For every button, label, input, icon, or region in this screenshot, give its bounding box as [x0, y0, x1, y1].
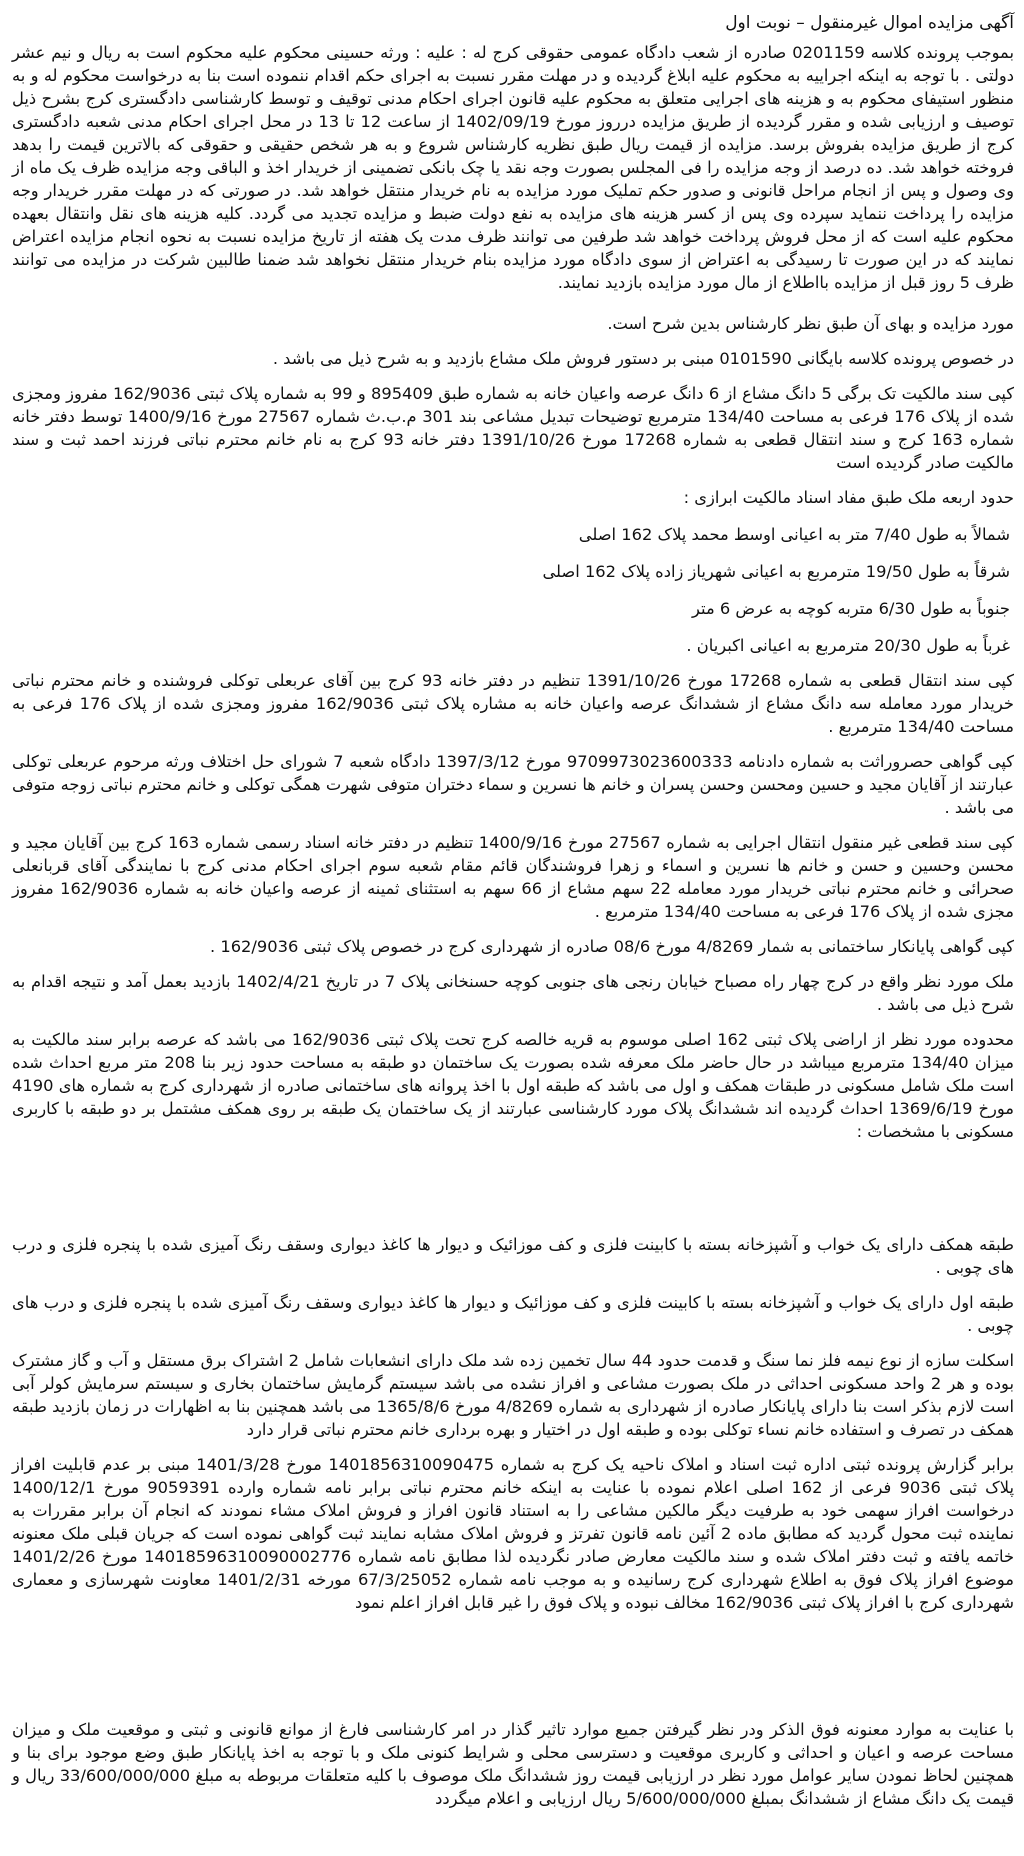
site-visit-paragraph: ملک مورد نظر واقع در کرج چهار راه مصباح خیابان رنجی های جنوبی کوچه حسنخانی پلاک 7 در تاریخ 1402/4/21 بازدید بعمل آمد و نتیجه اقدام به شرح ذیل می باشد . [12, 972, 1014, 1014]
ground-floor-paragraph: طبقه همکف دارای یک خواب و آشپزخانه بسته با کابینت فلزی و کف موزائیک و دیوار ها کاغذ دیواری وسقف رنگ آمیزی شده با پنجره فلزی و درب های چوبی . [12, 1235, 1014, 1277]
boundary-east: شرقاً به طول 19/50 مترمربع به اعیانی شهریاز زاده پلاک 162 اصلی [542, 562, 1010, 581]
boundary-west: غرباً به طول 20/30 مترمربع به اعیانی اکبریان . [686, 636, 1010, 655]
structure-paragraph: اسکلت سازه از نوع نیمه فلز نما سنگ و قدمت حدود 44 سال تخمین زده شد ملک دارای انشعابات شامل 2 اشتراک برق مستقل و آب و گاز مشترک بوده و هر 2 واحد مسکونی احداثی در ملک بصورت مشاعی و افراز نشده می باشد سیستم گرمایش ساختمان بخاری و سیستم سرمایش کولر آبی است لازم بذکر است بنا دارای پایانکار صادره از شهرداری به شماره 4/8269 مورخ 1365/8/6 می باشد همچنین بنا به اظهارات در زمان بازدید طبقه همکف در تصرف و استفاده خانم نساء توکلی بوده و طبقه اول در اختیار و بهره برداری خانم محترم نباتی قرار دارد [12, 1351, 1015, 1439]
boundary-south: جنوباً به طول 6/30 متربه کوچه به عرض 6 متر [692, 599, 1010, 618]
inheritance-certificate-paragraph: کپی گواهی حصروراثت به شماره دادنامه 9709973023600333 مورخ 1397/3/12 دادگاه شعبه 7 شورای حل اختلاف ورثه مرحوم عربعلی توکلی عبارتند از آقایان مجید و حسین ومحسن وحسن پسران و خانم ها نسرین و سماء دختران متوفی شهرت همگی توکلی و خانم محترم نباتی زوجه متوفی می باشد . [12, 752, 1015, 817]
boundaries-heading: حدود اربعه ملک طبق مفاد اسناد مالکیت ابرازی : [683, 488, 1014, 507]
executive-transfer-paragraph: کپی سند قطعی غیر منقول انتقال اجرایی به شماره 27567 مورخ 1400/9/16 تنظیم در دفتر خانه اسناد رسمی شماره 163 کرج بین آقایان مجید و محسن وحسین و حسن و خانم ها نسرین و اسماء و زهرا فروشندگان قائم مقام شعبه سوم اجرای احکام مدنی کرج با نمایندگی آقای قربانعلی صحرائی و خانم محترم نباتی خریدار مورد معامله 22 سهم مشاع از 66 سهم به استثنای ثمینه از عرصه واعیان خانه به شماره 162/9036 مفروز مجزی شده از پلاک 176 فرعی به مساحت 134/40 مترمربع . [12, 833, 1015, 921]
notice-intro-paragraph: بموجب پرونده کلاسه 0201159 صادره از شعب دادگاه عمومی حقوقی کرج له : علیه : ورثه حسینی محکوم علیه محکوم است به ریال و نیم عشر دولتی . با توجه به اینکه اجراییه به محکوم علیه ابلاغ گردیده و در مهلت مقرر نسبت به اجرای حکم اقدام ننموده است بنا به درخواست محکوم له و به منظور استیفای محکوم به و هزینه های اجرایی متعلق به محکوم علیه قانون اجرای احکام مدنی توقیف و توسط کارشناسی دادگستری کرج بشرح ذیل توصیف و ارزیابی شده و مقرر گردیده از طریق مزایده درروز مورخ 1402/09/19 از ساعت 12 تا 13 در محل اجرای احکام مدنی شعبه دادگستری کرج از طریق مزایده بفروش برسد. مزایده از قیمت ریال طبق نظریه کارشناس شروع و به هر شخص حقیقی و حقوقی که بالاترین قیمت را بدهد فروخته خواهد شد. ده درصد از وجه مزایده را فی المجلس بصورت وجه نقد یا چک بانکی تضمینی از خریدار اخذ و الباقی وجه مزایده ظرف یک ماه از وی وصول و پس از انجام مراحل قانونی و صدور حکم تملیک مورد مزایده به نام خریدار منتقل خواهد شد. در صورتی که در مهلت مقرر خریدار وجه مزایده را پرداخت ننماید سپرده وی پس از کسر هزینه های مزایده به نفع دولت ضبط و مزایده تجدید می گردد. کلیه هزینه های نقل وانتقال بعهده محکوم علیه است که از محل فروش پرداخت خواهد شد طرفین می توانند ظرف مدت یک هفته از تاریخ مزایده نسبت به نحوه انجام مزایده اعتراض نمایند که در این صورت تا رسیدگی به اعتراض از سوی دادگاه مورد مزایده بنام خریدار منتقل نخواهد شد ضمنا طالبین شرکت در مزایده می توانند ظرف 5 روز قبل از مزایده بااطلاع از مال مورد مزایده بازدید نمایند. [12, 43, 1015, 292]
valuation-paragraph: با عنایت به موارد معنونه فوق الذکر ودر نظر گیرفتن جمیع موارد تاثیر گذار در امر کارشناسی فارغ از موانع قانونی و ثبتی و موقعیت ملک و میزان مساحت عرصه و اعیان و احداثی و کاربری موقعیت و دسترسی محلی و شرایط کنونی ملک و با توجه به اخذ پایانکار طبق وضع موجود برای بنا و همچنین لحاظ نمودن سایر عوامل مورد نظر در ارزیابی قیمت روز ششدانگ ملک موصوف با کلیه متعلقات مربوطه به مبلغ 33/600/000/000 ریال و قیمت یک دانگ مشاع از ششدانگ بمبلغ 5/600/000/000 ریال ارزیابی و اعلام میگردد [12, 1720, 1014, 1808]
first-floor-paragraph: طبقه اول دارای یک خواب و آشپزخانه بسته با کابینت فلزی و کف موزائیک و دیوار ها کاغذ دیواری وسقف رنگ آمیزی شده با پنجره فلزی و درب های چوبی . [12, 1293, 1014, 1335]
expert-opinion-heading: مورد مزایده و بهای آن طبق نظر کارشناس بدین شرح است. [607, 314, 1014, 333]
case-file-paragraph: در خصوص پرونده کلاسه بایگانی 0101590 مبنی بر دستور فروش ملک مشاع بازدید و به شرح ذیل می باشد . [272, 349, 1014, 368]
ownership-deed-paragraph: کپی سند مالکیت تک برگی 5 دانگ مشاع از 6 دانگ عرصه واعیان خانه به شماره طبق 895409 و 99 به شماره پلاک ثبتی 162/9036 مفروز ومجزی شده از پلاک 176 فرعی به مساحت 134/40 مترمربع توضیحات تبدیل مشاعی بند 301 م.ب.ث شماره 27567 مورخ 1400/9/16 توسط دفتر خانه شماره 163 کرج و سند انتقال قطعی به شماره 17268 مورخ 1391/10/26 دفتر خانه 93 کرج به نام خانم محترم نباتی فرزند احمد ثبت و سند مالکیت صادر گردیده است [12, 384, 1015, 472]
transfer-deed-paragraph: کپی سند انتقال قطعی به شماره 17268 مورخ 1391/10/26 تنظیم در دفتر خانه 93 کرج بین آقای عربعلی توکلی فروشنده و خانم محترم نباتی خریدار مورد معامله سه دانگ مشاع از ششدانگ عرصه واعیان خانه به مشاره پلاک ثبتی 162/9036 مفروز ومجزی شده از پلاک 176 فرعی به مساحت 134/40 مترمربع . [12, 671, 1014, 736]
completion-certificate-paragraph: کپی گواهی پایانکار ساختمانی به شمار 4/8269 مورخ 08/6 صادره از شهرداری کرج در خصوص پلاک ثبتی 162/9036 . [209, 937, 1014, 956]
property-description-paragraph: محدوده مورد نظر از اراضی پلاک ثبتی 162 اصلی موسوم به قریه خالصه کرج تحت پلاک ثبتی 162/9036 می باشد که عرصه برابر سند مالکیت به میزان 134/40 مترمربع میباشد در حال حاضر ملک معرفه شده بصورت یک ساختمان دو طبقه به مساحت حدود زیر بنا 208 متر مربع احداث شده است ملک شامل مسکونی در طبقات همکف و اول می باشد که طبقه اول با اخذ پروانه های ساختمانی صادره از شهرداری کرج به شماره های 4190 مورخ 1369/6/19 احداث گردیده اند ششدانگ پلاک مورد کارشناسی عبارتند از یک ساختمان یک طبقه بر روی همکف مشتمل بر دو طبقه با کاربری مسکونی با مشخصات : [12, 1030, 1014, 1141]
registry-report-paragraph: برابر گزارش پرونده ثبتی اداره ثبت اسناد و املاک ناحیه یک کرج به شماره 1401856310090475 مورخ 1401/3/28 مبنی بر عدم قابلیت افراز پلاک ثبتی 9036 فرعی از 162 اصلی اعلام نموده با عنایت به اینکه خانم محترم نباتی برابر نامه شماره وارده 9059391 مورخ 1400/12/1 درخواست افراز سهمی خود به طرفیت دیگر مالکین مشاعی را به استناد قانون افراز و فروش املاک مشاء نمودند که انجام آن برابر مقررات به نماینده ثبت محول گردید که مطابق ماده 2 آئین نامه قانون تفرتز و فروش املاک مشابه نمایند ثبت گواهی نموده است که جریان قبلی ملک معنونه خاتمه یافته و ثبت دفتر املاک شده و سند مالکیت معارض صادر نگردیده لذا مطابق نامه شماره 14018596310090002776 مورخ 1401/2/26 موضوع افراز پلاک فوق به اطلاع شهرداری کرج رسانیده و به موجب نامه شماره 67/3/25052 مورخه 1401/2/31 معاونت شهرسازی و معماری شهرداری کرج با افراز پلاک ثبتی 162/9036 مخالف نبوده و پلاک فوق را غیر قابل افراز اعلم نمود [12, 1455, 1015, 1612]
notice-title: آگهی مزایده اموال غیرمنقول – نوبت اول [725, 13, 1014, 33]
boundary-north: شمالاً به طول 7/40 متر به اعیانی اوسط محمد پلاک 162 اصلی [578, 525, 1010, 544]
